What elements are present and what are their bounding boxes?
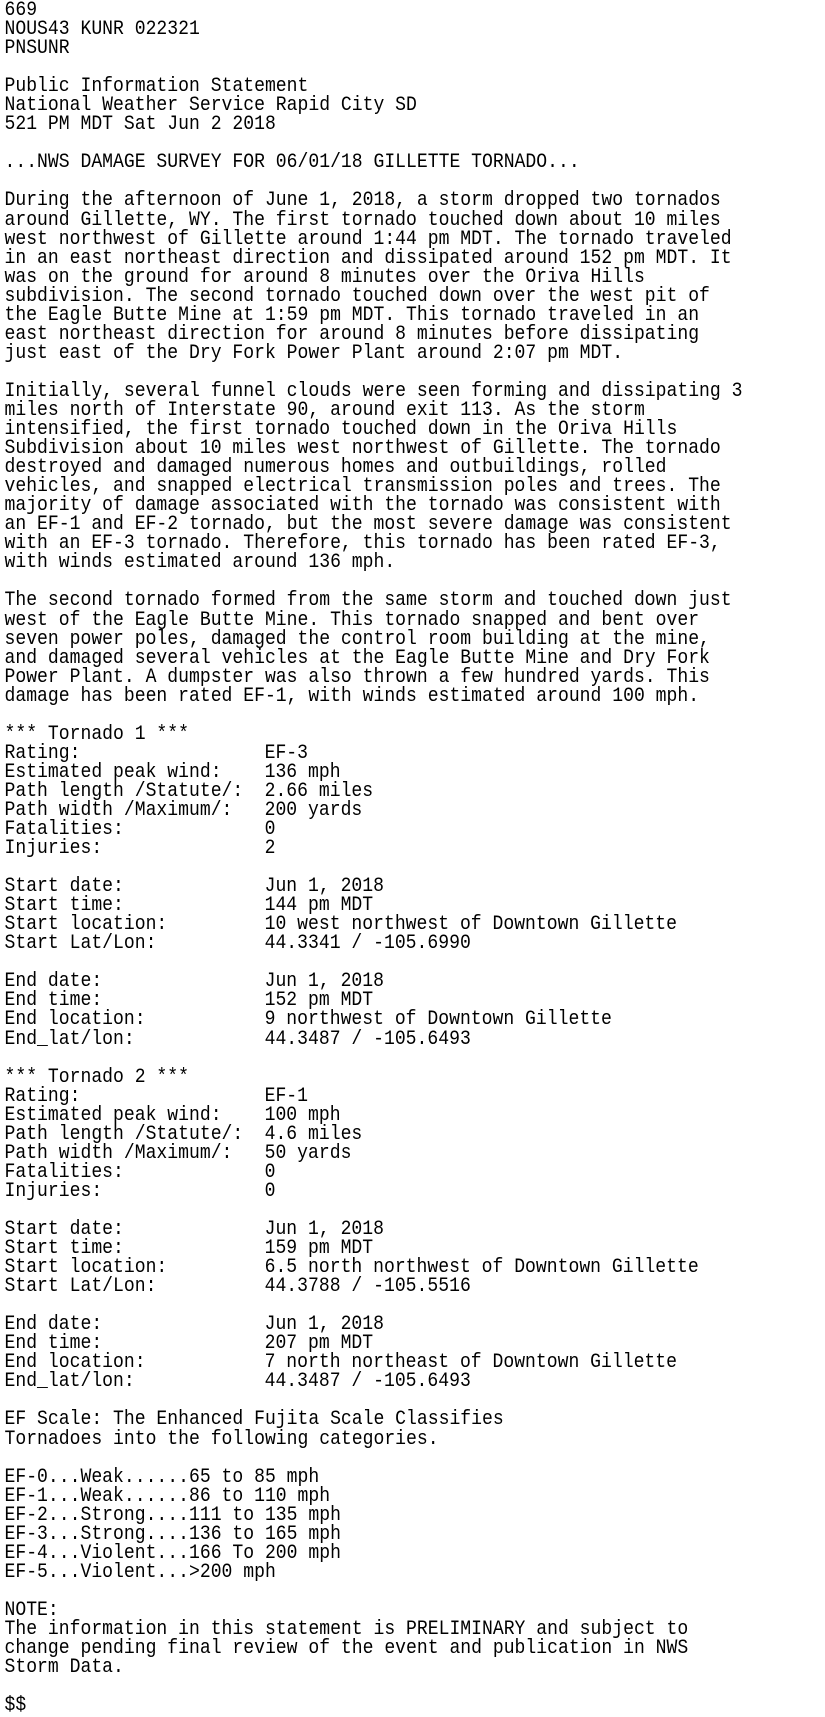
start-latlon-row	[4, 932, 743, 956]
issue-time: 521 PM MDT Sat Jun 2 2018	[4, 113, 276, 137]
paragraph-line: vehicles, and snapped electrical transmission poles and trees. The	[4, 475, 721, 499]
blank-line	[5, 1449, 743, 1468]
field-label: Start time:	[4, 894, 124, 918]
ef-scale-intro: EF Scale: The Enhanced Fujita Scale Classifies	[4, 1408, 504, 1432]
field-label: Start Lat/Lon:	[4, 932, 157, 956]
paragraph-line: an EF-1 and EF-2 tornado, but the most severe damage was consistent	[4, 513, 732, 537]
field-value: 136 mph	[264, 760, 341, 784]
field-value: EF-3	[264, 741, 309, 765]
field-label: Rating:	[4, 741, 81, 765]
field-value: Jun 1, 2018	[264, 1313, 384, 1337]
paragraph-line: with winds estimated around 136 mph.	[4, 551, 396, 575]
field-value: 44.3487 / -105.6493	[264, 1370, 471, 1394]
field-label: Fatalities:	[4, 1160, 124, 1184]
paragraph-line: subdivision. The second tornado touched down over the west pit of	[4, 284, 710, 308]
field-label: Path width /Maximum/:	[4, 798, 233, 822]
paragraph-line: seven power poles, damaged the control room building at the mine,	[4, 627, 710, 651]
ef-scale-section	[4, 1391, 743, 1584]
path-width-row	[4, 1141, 743, 1165]
field-label: End_lat/lon:	[4, 1370, 135, 1394]
field-value: 0	[264, 1160, 276, 1184]
narrative-paragraph-2	[5, 363, 743, 573]
paragraph-line: the Eagle Butte Mine at 1:59 pm MDT. This tornado traveled in an	[4, 303, 700, 327]
blank-line	[5, 1049, 743, 1068]
field-label: Start location:	[4, 1256, 168, 1280]
field-label: End time:	[4, 1332, 103, 1356]
fatalities-row	[4, 818, 743, 842]
product-header	[4, 0, 743, 137]
tornado-heading: *** Tornado 2 ***	[4, 1065, 189, 1089]
field-value: 207 pm MDT	[264, 1332, 374, 1356]
field-label: End date:	[4, 970, 103, 994]
field-label: Path length /Statute/:	[4, 1122, 244, 1146]
field-value: 44.3788 / -105.5516	[264, 1275, 471, 1299]
narrative-paragraph-3	[4, 572, 743, 708]
issuing-office: National Weather Service Rapid City SD	[4, 94, 417, 118]
ef-category: EF-4...Violent...166 To 200 mph	[4, 1541, 341, 1565]
ef-category: EF-2...Strong....111 to 135 mph	[4, 1503, 341, 1527]
end-latlon-row	[4, 1370, 743, 1394]
field-value: 200 yards	[264, 798, 363, 822]
wmo-header: NOUS43 KUNR 022321	[4, 18, 200, 42]
field-value: 50 yards	[264, 1141, 352, 1165]
headline: ...NWS DAMAGE SURVEY FOR 06/01/18 GILLETTE TORNADO...	[4, 151, 580, 175]
tornado-2-summary	[5, 1049, 743, 1392]
paragraph-line: intensified, the first tornado touched down in the Oriva Hills	[4, 418, 678, 442]
ef-category: EF-0...Weak......65 to 85 mph	[4, 1465, 320, 1489]
field-value: 7 north northeast of Downtown Gillette	[264, 1351, 677, 1375]
paragraph-line: just east of the Dry Fork Power Plant around 2:07 pm MDT.	[4, 341, 624, 365]
rating-row	[4, 1084, 743, 1108]
field-label: Start location:	[4, 913, 168, 937]
note-line: The information in this statement is PRELIMINARY and subject to	[4, 1617, 689, 1641]
field-value: 0	[264, 1179, 276, 1203]
field-value: 144 pm MDT	[264, 894, 374, 918]
ef-category: EF-3...Strong....136 to 165 mph	[4, 1522, 341, 1546]
end-date-row	[4, 970, 743, 994]
field-value: 10 west northwest of Downtown Gillette	[264, 913, 677, 937]
paragraph-line: east northeast direction for around 8 minutes before dissipating	[4, 322, 700, 346]
field-value: 100 mph	[264, 1103, 341, 1127]
note-line: change pending final review of the event and publication in NWS	[4, 1637, 689, 1661]
paragraph-line: west of the Eagle Butte Mine. This tornado snapped and bent over	[4, 608, 700, 632]
path-length-row	[4, 1122, 743, 1146]
paragraph-line: Subdivision about 10 miles west northwest of Gillette. The tornado	[4, 437, 721, 461]
product-terminator: $$	[4, 1694, 27, 1717]
tornado-1-summary	[5, 706, 743, 1049]
field-label: Injuries:	[4, 1179, 103, 1203]
note-line: Storm Data.	[4, 1656, 124, 1680]
blank-line	[5, 706, 743, 725]
paragraph-line: majority of damage associated with the tornado was consistent with	[4, 494, 721, 518]
start-latlon-row	[4, 1275, 743, 1299]
fatalities-row	[4, 1160, 743, 1184]
field-value: 44.3487 / -105.6493	[264, 1027, 471, 1051]
peak-wind-row	[4, 1103, 743, 1127]
field-label: Fatalities:	[4, 818, 124, 842]
field-label: Start date:	[4, 875, 124, 899]
field-label: End_lat/lon:	[4, 1027, 135, 1051]
field-value: 159 pm MDT	[264, 1237, 374, 1261]
paragraph-line: Power Plant. A dumpster was also thrown a few hundred yards. This	[4, 665, 710, 689]
note-label: NOTE:	[4, 1598, 59, 1622]
injuries-row	[4, 1179, 743, 1203]
paragraph-line: west northwest of Gillette around 1:44 pm MDT. The tornado traveled	[4, 227, 732, 251]
field-label: Path width /Maximum/:	[4, 1141, 233, 1165]
field-value: 9 northwest of Downtown Gillette	[264, 1008, 612, 1032]
field-label: Start Lat/Lon:	[4, 1275, 157, 1299]
paragraph-line: During the afternoon of June 1, 2018, a storm dropped two tornados	[4, 189, 721, 213]
end-date-row	[4, 1313, 743, 1337]
injuries-row	[4, 837, 743, 861]
field-value: 4.6 miles	[264, 1122, 363, 1146]
field-label: Injuries:	[4, 837, 103, 861]
field-value: Jun 1, 2018	[264, 875, 384, 899]
paragraph-line: with an EF-3 tornado. Therefore, this tornado has been rated EF-3,	[4, 532, 721, 556]
field-value: 0	[264, 818, 276, 842]
paragraph-line: The second tornado formed from the same storm and touched down just	[4, 589, 732, 613]
field-label: Start time:	[4, 1237, 124, 1261]
field-label: End location:	[4, 1351, 146, 1375]
field-label: Estimated peak wind:	[4, 1103, 222, 1127]
paragraph-line: and damaged several vehicles at the Eagle Butte Mine and Dry Fork	[4, 646, 710, 670]
tornado-heading: *** Tornado 1 ***	[4, 722, 189, 746]
narrative-paragraph-1	[4, 172, 743, 365]
paragraph-line: in an east northeast direction and dissipated around 152 pm MDT. It	[4, 246, 732, 270]
field-value: 2.66 miles	[264, 779, 374, 803]
paragraph-line: was on the ground for around 8 minutes over the Oriva Hills	[4, 265, 645, 289]
blank-line	[5, 1677, 743, 1696]
field-label: Path length /Statute/:	[4, 779, 244, 803]
paragraph-line: around Gillette, WY. The first tornado touched down about 10 miles	[4, 208, 721, 232]
field-value: 44.3341 / -105.6990	[264, 932, 471, 956]
ef-category: EF-1...Weak......86 to 110 mph	[4, 1484, 331, 1508]
paragraph-line: miles north of Interstate 90, around exit 113. As the storm	[4, 398, 645, 422]
statement-type: Public Information Statement	[4, 75, 309, 99]
field-label: End date:	[4, 1313, 103, 1337]
ef-category: EF-5...Violent...>200 mph	[4, 1560, 276, 1584]
product-id: 669	[4, 0, 38, 22]
field-value: EF-1	[264, 1084, 309, 1108]
field-value: 2	[264, 837, 276, 861]
field-label: Estimated peak wind:	[4, 760, 222, 784]
awips-id: PNSUNR	[4, 37, 70, 61]
blank-line	[5, 1582, 743, 1601]
end-latlon-row	[4, 1027, 743, 1051]
paragraph-line: damage has been rated EF-1, with winds estimated around 100 mph.	[4, 684, 700, 708]
field-label: Start date:	[4, 1218, 124, 1241]
field-value: Jun 1, 2018	[264, 970, 384, 994]
paragraph-line: Initially, several funnel clouds were seen forming and dissipating 3	[4, 379, 743, 403]
field-label: End location:	[4, 1008, 146, 1032]
ef-scale-intro: Tornadoes into the following categories.	[4, 1427, 439, 1451]
field-value: 6.5 north northwest of Downtown Gillette	[264, 1256, 699, 1280]
field-label: End time:	[4, 989, 103, 1013]
field-value: 152 pm MDT	[264, 989, 374, 1013]
field-value: Jun 1, 2018	[264, 1218, 384, 1241]
field-label: Rating:	[4, 1084, 81, 1108]
paragraph-line: destroyed and damaged numerous homes and outbuildings, rolled	[4, 456, 667, 480]
note-section	[4, 1582, 743, 1680]
